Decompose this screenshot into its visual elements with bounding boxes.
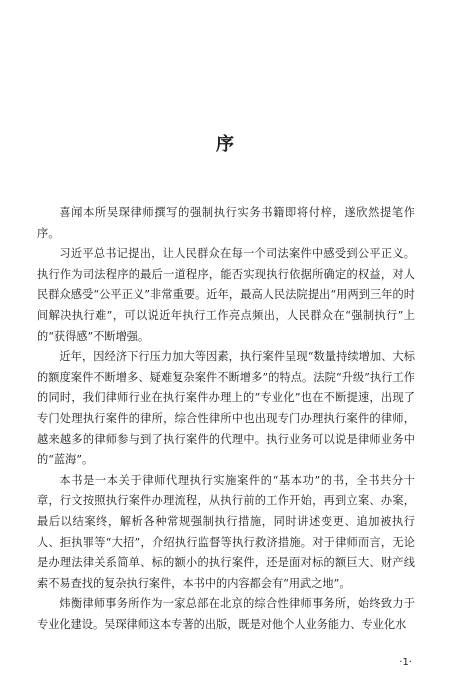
paragraph-5: 炜衡律师事务所作为一家总部在北京的综合性律师事务所，始终致力于专业化建设。吴琛律师这本专著的出版，既是对他个人业务能力、专业化水 — [37, 597, 415, 631]
page-number: ·1· — [399, 657, 412, 668]
paragraph-4: 本书是一本关于律师代理执行实施案件的“基本功”的书，全书共分十章，行文按照执行案件办理流程，从执行前的工作开始，再到立案、办案，最后以结案终，解析各种常规强制执行措施，同时讲述变更、追加被执行人、拒执罪等“大招”，介绍执行监督等执行救济措施。对于律师而言，无论是办理法律关系简单、标的额小的执行案件，还是面对标的额巨大、财产线索不易查找的复杂执行案件，本书中的内容都会有“用武之地”。 — [37, 473, 415, 590]
paragraph-2: 习近平总书记提出，让人民群众在每一个司法案件中感受到公平正义。执行作为司法程序的最后一道程序，能否实现执行依据所确定的权益，对人民群众感受“公平正义”非常重要。近年，最高人民法院提出“用两到三年的时间解决执行难”，可以说近年执行工作亮点频出，人民群众在“强制执行”上的“获得感”不断增强。 — [37, 247, 415, 343]
page-title: 序 — [216, 134, 236, 155]
paragraph-1: 喜闻本所吴琛律师撰写的强制执行实务书籍即将付梓，遂欣然提笔作序。 — [37, 206, 415, 240]
paragraph-3: 近年，因经济下行压力加大等因素，执行案件呈现“数量持续增加、大标的额度案件不断增多、疑难复杂案件不断增多”的特点。法院“升级”执行工作的同时，我们律师行业在执行案件办理上的“专业化”也在不断提速，出现了专门处理执行案件的律所，综合性律所中也出现专门办理执行案件的律师，越来越多的律师参与到了执行案件的代理中。执行业务可以说是律师业务中的“蓝海”。 — [37, 350, 415, 467]
body-text — [37, 203, 415, 635]
